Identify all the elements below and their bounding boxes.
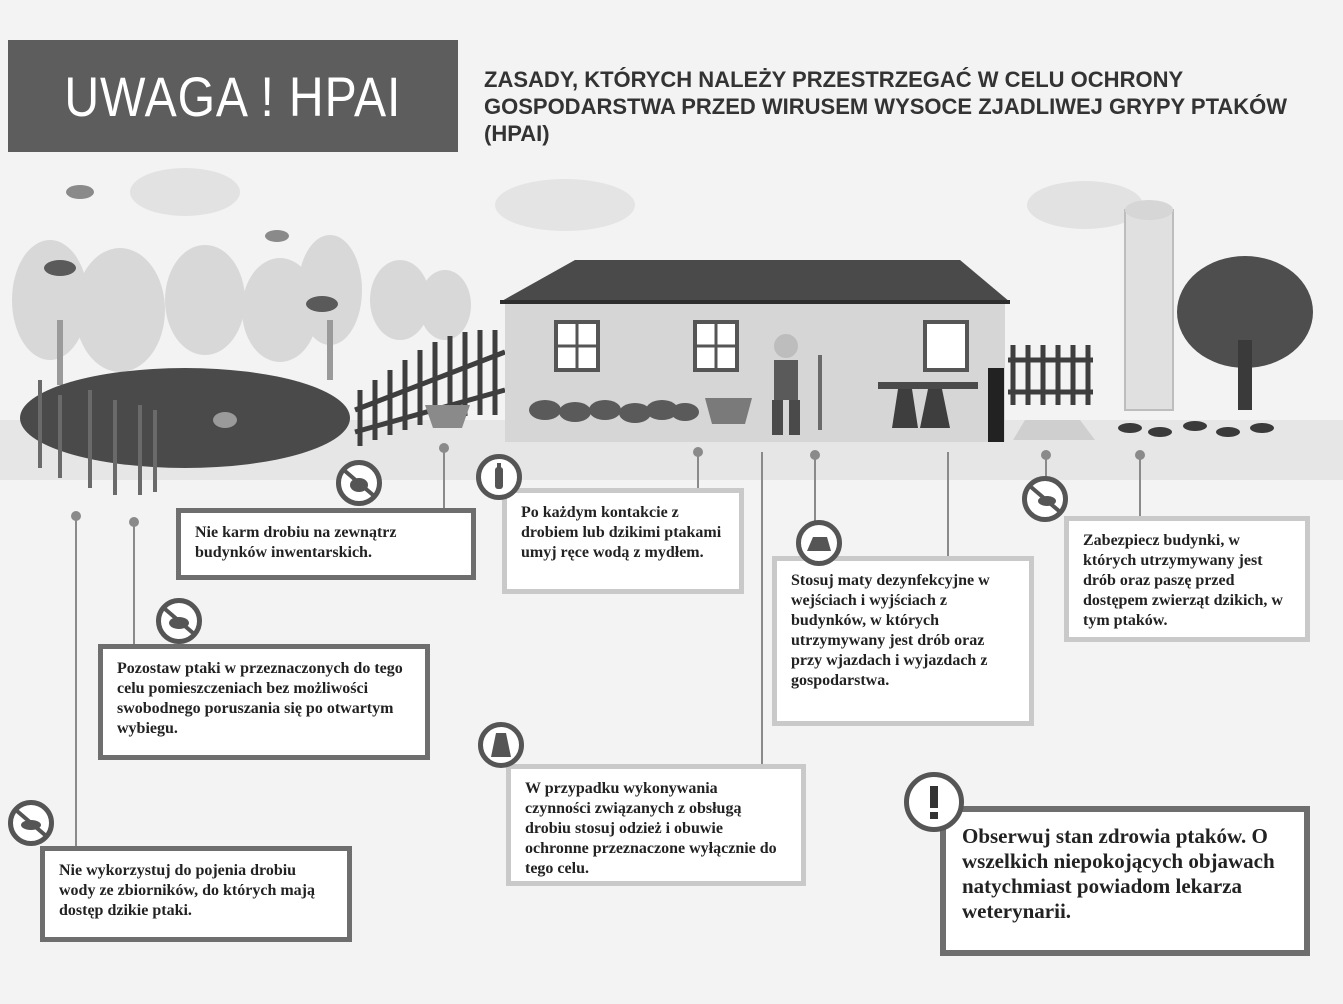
rule-observe-card bbox=[940, 806, 1310, 956]
rule-feeding-card bbox=[176, 508, 476, 580]
rule-secure-text: Zabezpiecz budynki, w których utrzymywany jest drób oraz paszę przed dostępem zwierząt dzikich, w tym ptaków. bbox=[1083, 532, 1283, 629]
rule-housing-text: Pozostaw ptaki w przeznaczonych do tego celu pomieszczeniach bez możliwości swobodnego poruszania się po otwartym wybiegu. bbox=[117, 660, 403, 737]
rule-clothing-card bbox=[506, 764, 806, 886]
rule-handwash-text: Po każdym kontakcie z drobiem lub dzikimi ptakami umyj ręce wodą z mydłem. bbox=[521, 504, 722, 561]
no-wild-bird-icon bbox=[1022, 476, 1068, 522]
bottle-icon bbox=[476, 454, 522, 500]
exclamation-icon bbox=[904, 772, 964, 832]
no-free-range-icon bbox=[156, 598, 202, 644]
rule-secure-card bbox=[1064, 516, 1310, 642]
rule-water-text: Nie wykorzystuj do pojenia drobiu wody ze zbiorników, do których mają dostęp dzikie ptaki. bbox=[59, 862, 315, 919]
rule-clothing-text: W przypadku wykonywania czynności związanych z obsługą drobiu stosuj odzież i obuwie ochronne przeznaczone wyłącznie do tego celu. bbox=[525, 780, 777, 877]
rule-observe-text: Obserwuj stan zdrowia ptaków. O wszelkich niepokojących objawach natychmiast powiadom lekarza weterynarii. bbox=[962, 824, 1275, 923]
rule-feeding-text: Nie karm drobiu na zewnątrz budynków inwentarskich. bbox=[195, 524, 397, 561]
rule-mats-text: Stosuj maty dezynfekcyjne w wejściach i wyjściach z budynków, w których utrzymywany jest drób oraz przy wjazdach i wyjazdach z gospodarstwa. bbox=[791, 572, 990, 689]
rule-housing-card bbox=[98, 644, 430, 760]
banner-title: UWAGA ! HPAI bbox=[64, 64, 402, 128]
page-subtitle: ZASADY, KTÓRYCH NALEŻY PRZESTRZEGAĆ W CELU OCHRONY GOSPODARSTWA PRZED WIRUSEM WYSOCE ZJADLIWEJ GRYPY PTAKÓW (HPAI) bbox=[484, 67, 1288, 146]
rule-handwash-card bbox=[502, 488, 744, 594]
no-feeding-icon bbox=[336, 460, 382, 506]
mat-icon bbox=[796, 520, 842, 566]
no-water-icon bbox=[8, 800, 54, 846]
rule-water-card bbox=[40, 846, 352, 942]
apron-icon bbox=[478, 722, 524, 768]
rule-mats-card bbox=[772, 556, 1034, 726]
